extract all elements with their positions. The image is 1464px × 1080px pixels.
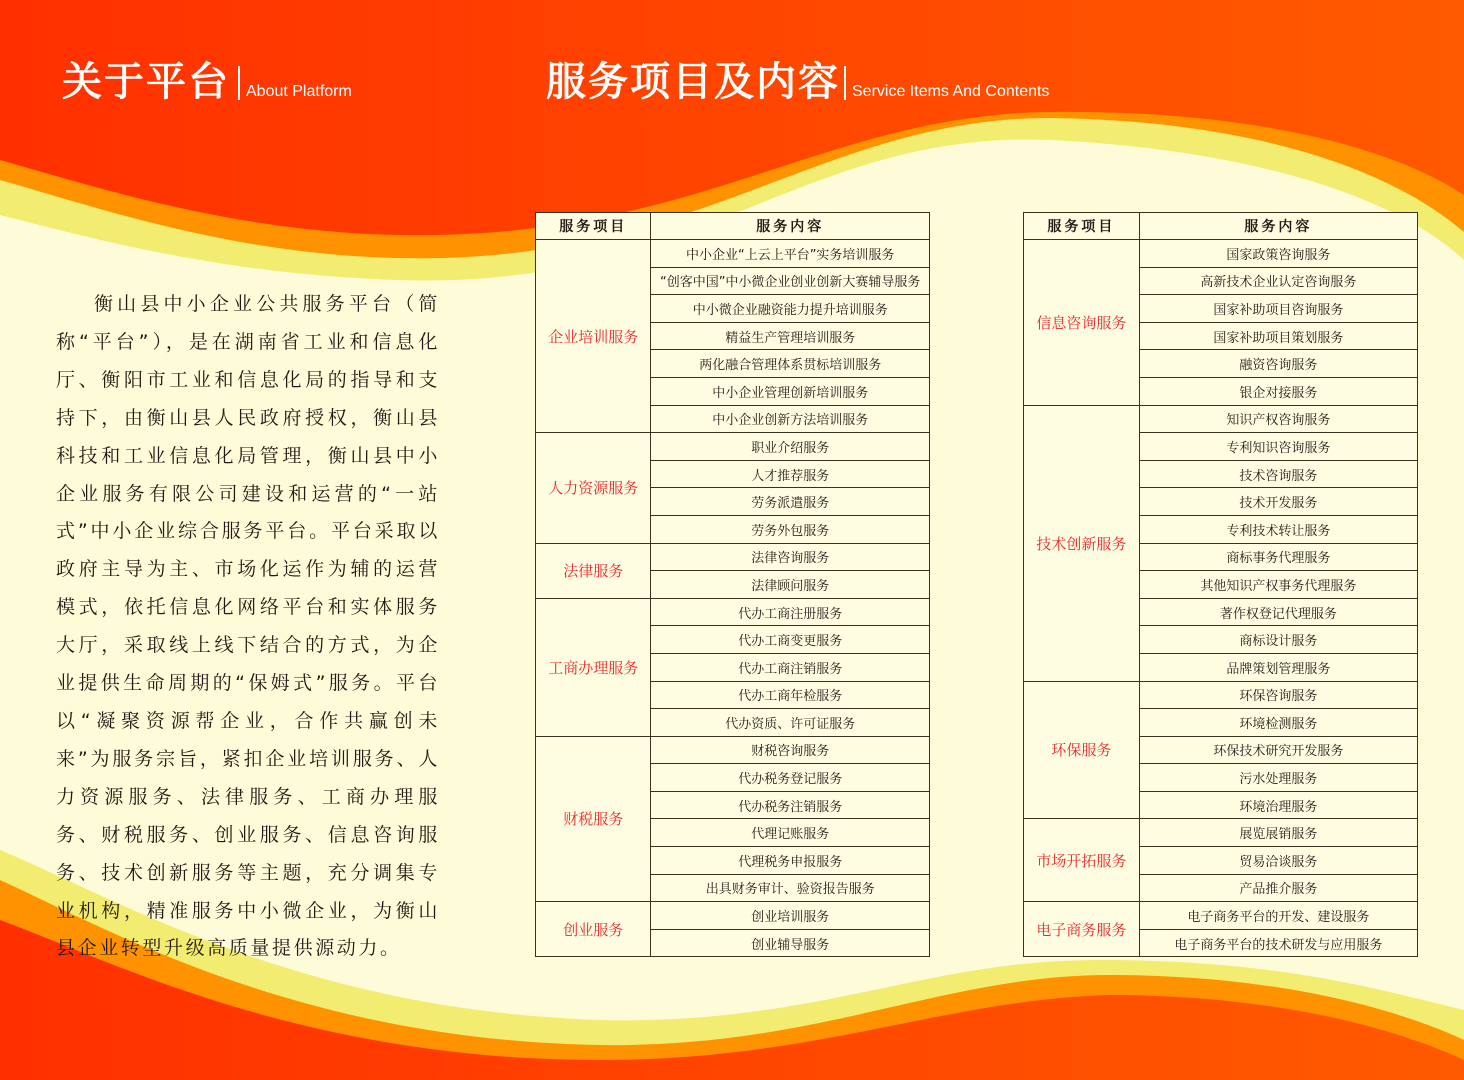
service-item: 创业辅导服务: [651, 929, 930, 957]
services-table-left: [535, 212, 930, 957]
services-title-en: Service Items And Contents: [852, 83, 1050, 100]
service-item: 中小微企业融资能力提升培训服务: [651, 295, 930, 323]
service-item: 电子商务平台的技术研发与应用服务: [1139, 929, 1417, 957]
service-item: 商标设计服务: [1139, 626, 1417, 654]
service-item: 国家补助项目策划服务: [1139, 322, 1417, 350]
about-title-en: About Platform: [246, 83, 352, 100]
service-item: 职业介绍服务: [651, 433, 930, 461]
service-item: 劳务派遣服务: [651, 488, 930, 516]
service-item: 法律顾问服务: [651, 571, 930, 599]
service-item: 出具财务审计、验资报告服务: [651, 874, 930, 902]
table-row: [1024, 819, 1418, 847]
service-item: “创客中国”中小微企业创业创新大赛辅导服务: [651, 267, 930, 295]
service-category: 创业服务: [536, 902, 651, 957]
service-item: 人才推荐服务: [651, 460, 930, 488]
service-item: 技术咨询服务: [1139, 460, 1417, 488]
service-item: 代办工商注销服务: [651, 653, 930, 681]
service-item: 中小企业“上云上平台”实务培训服务: [651, 240, 930, 268]
service-item: 银企对接服务: [1139, 377, 1417, 405]
service-item: 环保咨询服务: [1139, 681, 1417, 709]
service-item: 中小企业管理创新培训服务: [651, 377, 930, 405]
service-item: 代理记账服务: [651, 819, 930, 847]
service-category: 市场开拓服务: [1024, 819, 1140, 902]
table-row: [1024, 902, 1418, 930]
service-item: 高新技术企业认定咨询服务: [1139, 267, 1417, 295]
service-item: 环境治理服务: [1139, 791, 1417, 819]
service-item: 精益生产管理培训服务: [651, 322, 930, 350]
service-item: 国家政策咨询服务: [1139, 240, 1417, 268]
service-item: 两化融合管理体系贯标培训服务: [651, 350, 930, 378]
about-header: [62, 59, 352, 105]
column-header-content: 服务内容: [1139, 213, 1417, 240]
table-row: [536, 736, 930, 764]
service-item: 电子商务平台的开发、建设服务: [1139, 902, 1417, 930]
column-header-content: 服务内容: [651, 213, 930, 240]
service-category: 企业培训服务: [536, 240, 651, 433]
service-item: 国家补助项目咨询服务: [1139, 295, 1417, 323]
service-category: 技术创新服务: [1024, 405, 1140, 681]
table-header-row: [1024, 213, 1418, 240]
service-item: 技术开发服务: [1139, 488, 1417, 516]
table-header-row: [536, 213, 930, 240]
table-row: [536, 433, 930, 461]
service-item: 法律咨询服务: [651, 543, 930, 571]
service-item: 环境检测服务: [1139, 709, 1417, 737]
service-item: 展览展销服务: [1139, 819, 1417, 847]
service-category: 信息咨询服务: [1024, 240, 1140, 406]
service-item: 劳务外包服务: [651, 515, 930, 543]
service-item: 代办资质、许可证服务: [651, 709, 930, 737]
service-item: 产品推介服务: [1139, 874, 1417, 902]
service-item: 专利技术转让服务: [1139, 515, 1417, 543]
service-category: 环保服务: [1024, 681, 1140, 819]
about-paragraph: 衡山县中小企业公共服务平台（简称“平台”），是在湖南省工业和信息化厅、衡阳市工业和信息化局的指导和支持下，由衡山县人民政府授权，衡山县科技和工业信息化局管理，衡山县中小企业服务有限公司建设和运营的“一站式”中小企业综合服务平台。平台采取以政府主导为主、市场化运作为辅的运营模式，依托信息化网络平台和实体服务大厅，采取线上线下结合的方式，为企业提供生命周期的“保姆式”服务。平台以“凝聚资源帮企业，合作共赢创未来”为服务宗旨，紧扣企业培训服务、人力资源服务、法律服务、工商办理服务、财税服务、创业服务、信息咨询服务、技术创新服务等主题，充分调集专业机构，精准服务中小微企业，为衡山县企业转型升级高质量提供源动力。: [56, 293, 440, 960]
service-category: 电子商务服务: [1024, 902, 1140, 957]
services-title-cn: 服务项目及内容: [546, 59, 840, 105]
service-item: 代办工商注册服务: [651, 598, 930, 626]
about-title-cn: 关于平台: [62, 59, 230, 105]
column-header-item: 服务项目: [536, 213, 651, 240]
table-row: [536, 543, 930, 571]
column-header-item: 服务项目: [1024, 213, 1140, 240]
service-item: 污水处理服务: [1139, 764, 1417, 792]
service-item: 代理税务申报服务: [651, 847, 930, 875]
service-item: 贸易洽谈服务: [1139, 847, 1417, 875]
service-item: 创业培训服务: [651, 902, 930, 930]
title-divider: [844, 66, 846, 100]
service-item: 代办工商年检服务: [651, 681, 930, 709]
table-row: [536, 598, 930, 626]
service-category: 工商办理服务: [536, 598, 651, 736]
service-item: 其他知识产权事务代理服务: [1139, 571, 1417, 599]
service-item: 代办税务登记服务: [651, 764, 930, 792]
service-item: 知识产权咨询服务: [1139, 405, 1417, 433]
service-item: 财税咨询服务: [651, 736, 930, 764]
service-item: 品牌策划管理服务: [1139, 653, 1417, 681]
table-row: [1024, 240, 1418, 268]
services-table-right: [1023, 212, 1418, 957]
service-item: 环保技术研究开发服务: [1139, 736, 1417, 764]
table-row: [1024, 405, 1418, 433]
service-item: 代办工商变更服务: [651, 626, 930, 654]
service-category: 人力资源服务: [536, 433, 651, 543]
service-item: 融资咨询服务: [1139, 350, 1417, 378]
service-item: 商标事务代理服务: [1139, 543, 1417, 571]
service-category: 财税服务: [536, 736, 651, 902]
service-category: 法律服务: [536, 543, 651, 598]
service-item: 代办税务注销服务: [651, 791, 930, 819]
table-row: [1024, 681, 1418, 709]
service-item: 专利知识咨询服务: [1139, 433, 1417, 461]
table-row: [536, 902, 930, 930]
service-item: 中小企业创新方法培训服务: [651, 405, 930, 433]
about-intro: [56, 286, 440, 968]
service-item: 著作权登记代理服务: [1139, 598, 1417, 626]
services-header: [546, 59, 1050, 105]
table-row: [536, 240, 930, 268]
title-divider: [238, 66, 240, 100]
